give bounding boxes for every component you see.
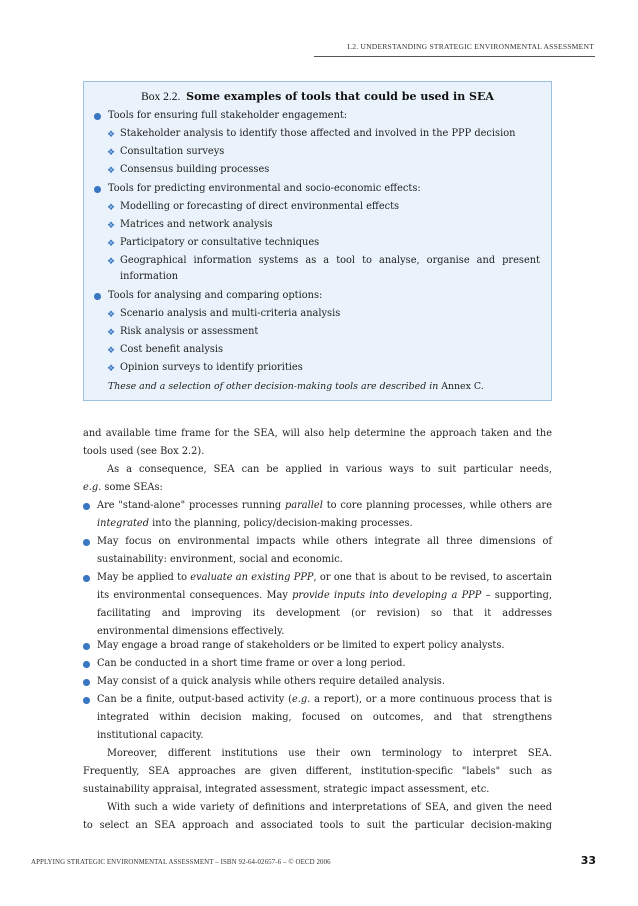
box-note-plain: Annex C. (438, 381, 484, 392)
body-line (97, 590, 552, 601)
diamond-bullet-icon: ❖ (107, 257, 116, 267)
body-line (97, 572, 552, 583)
body-italic: parallel (285, 500, 323, 511)
box-item: Geographical information systems as a tool to analyse, organise and present (120, 255, 540, 266)
bullet-icon (94, 293, 101, 300)
body-line: Moreover, different institutions use their own terminology to interpret SEA. (107, 748, 552, 759)
diamond-bullet-icon: ❖ (107, 166, 116, 176)
box-item: Opinion surveys to identify priorities (120, 362, 303, 373)
box-item: Modelling or forecasting of direct environmental effects (120, 201, 400, 212)
diamond-bullet-icon: ❖ (107, 239, 116, 249)
body-italic: evaluate an existing PPP (190, 572, 314, 583)
body-italic: integrated (97, 518, 149, 529)
body-text: – supporting, (481, 590, 552, 601)
body-line: sustainability appraisal, integrated assessment, strategic impact assessment, etc. (83, 784, 490, 795)
header-rule (314, 56, 595, 57)
diamond-bullet-icon: ❖ (107, 328, 116, 338)
body-line: to select an SEA approach and associated tools to suit the particular decision-making (83, 820, 552, 831)
diamond-bullet-icon: ❖ (107, 130, 116, 140)
box-group-heading: Tools for analysing and comparing options: (108, 290, 323, 301)
body-text: some SEAs: (101, 482, 163, 493)
diamond-bullet-icon: ❖ (107, 364, 116, 374)
body-line: facilitating and improving its development (or revision) so that it addresses (97, 608, 552, 619)
box-item: Scenario analysis and multi-criteria analysis (120, 308, 341, 319)
diamond-bullet-icon: ❖ (107, 346, 116, 356)
box-item: Stakeholder analysis to identify those affected and involved in the PPP decision (120, 128, 516, 139)
body-line: Frequently, SEA approaches are given different, institution-specific "labels" such as (83, 766, 552, 777)
diamond-bullet-icon: ❖ (107, 310, 116, 320)
body-line: tools used (see Box 2.2). (83, 446, 205, 457)
diamond-bullet-icon: ❖ (107, 148, 116, 158)
body-text: Are "stand-alone" processes running (97, 500, 286, 511)
body-line: sustainability: environment, social and economic. (97, 554, 343, 565)
bullet-icon (83, 679, 90, 686)
body-italic: provide inputs into developing a PPP (292, 590, 482, 601)
box-item: Matrices and network analysis (120, 219, 273, 230)
box-note-italic: These and a selection of other decision-making tools are described in (108, 381, 439, 392)
bullet-icon (83, 503, 90, 510)
body-text: its environmental consequences. May (97, 590, 293, 601)
bullet-icon (83, 661, 90, 668)
body-line (97, 694, 552, 705)
body-line: integrated within decision making, focused on outcomes, and that strengthens (97, 712, 552, 723)
body-line (83, 482, 163, 493)
box-item: Consultation surveys (120, 146, 225, 157)
bullet-icon (94, 186, 101, 193)
body-line: May focus on environmental impacts while others integrate all three dimensions of (97, 536, 552, 547)
footer-text: APPLYING STRATEGIC ENVIRONMENTAL ASSESSMENT – ISBN 92-64-02657-6 – © OECD 2006 (31, 859, 331, 866)
page-number: 33 (580, 854, 596, 867)
body-line: With such a wide variety of definitions and interpretations of SEA, and given the need (107, 802, 552, 813)
body-text: into the planning, policy/decision-making processes. (148, 518, 413, 529)
box-group-heading: Tools for ensuring full stakeholder engagement: (108, 110, 348, 121)
body-line (97, 518, 413, 529)
body-italic: e.g. (291, 694, 311, 705)
body-line: May engage a broad range of stakeholders or be limited to expert policy analysts. (97, 640, 505, 651)
body-text: , or one that is about to be revised, to ascertain (313, 572, 552, 583)
body-line: Can be conducted in a short time frame or over a long period. (97, 658, 406, 669)
body-text: May be applied to (97, 572, 191, 583)
body-line: As a consequence, SEA can be applied in various ways to suit particular needs, (107, 464, 552, 475)
box-label: Box 2.2. (141, 91, 181, 103)
box-item: Cost benefit analysis (120, 344, 224, 355)
bullet-icon (83, 539, 90, 546)
box-item: Consensus building processes (120, 164, 270, 175)
bullet-icon (94, 113, 101, 120)
box-title (83, 90, 552, 103)
body-line: May consist of a quick analysis while others require detailed analysis. (97, 676, 445, 687)
diamond-bullet-icon: ❖ (107, 203, 116, 213)
body-text: to core planning processes, while others are (322, 500, 552, 511)
body-text: Can be a finite, output-based activity ( (97, 694, 292, 705)
body-text: a report), or a more continuous process that is (310, 694, 553, 705)
box-item: Participatory or consultative techniques (120, 237, 320, 248)
running-head: I.2. UNDERSTANDING STRATEGIC ENVIRONMENTAL ASSESSMENT (347, 42, 594, 51)
box-note (108, 381, 484, 392)
body-line: and available time frame for the SEA, will also help determine the approach taken and the (83, 428, 552, 439)
body-line (97, 500, 552, 511)
bullet-icon (83, 697, 90, 704)
box-group-heading: Tools for predicting environmental and socio-economic effects: (108, 183, 421, 194)
body-line: environmental dimensions effectively. (97, 626, 285, 637)
box-title-text: Some examples of tools that could be used in SEA (186, 90, 494, 103)
diamond-bullet-icon: ❖ (107, 221, 116, 231)
bullet-icon (83, 643, 90, 650)
box-item-continuation: information (120, 271, 179, 282)
body-line: institutional capacity. (97, 730, 204, 741)
box-item: Risk analysis or assessment (120, 326, 259, 337)
body-italic: e.g. (83, 482, 102, 493)
bullet-icon (83, 575, 90, 582)
